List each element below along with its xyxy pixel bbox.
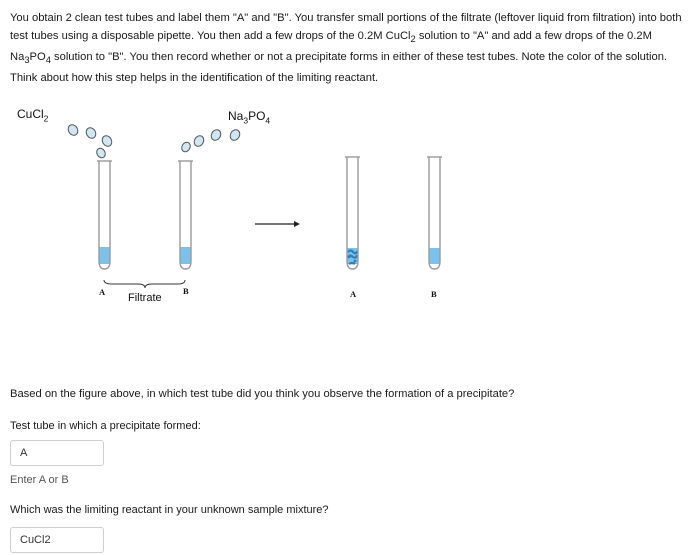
cucl2-label: CuCl$_2$ [17,107,49,124]
precipitate-tube-input[interactable]: A [10,440,104,466]
question-precipitate: Based on the figure above, in which test tube did you think you observe the formation of a precipitate? [10,388,515,400]
result-tube-a [345,157,360,269]
tube-b-label: B [183,286,189,296]
na3po4-drops-icon [180,128,242,153]
question-limiting-reactant: Which was the limiting reactant in your unknown sample mixture? [10,504,329,516]
precipitate-field-label: Test tube in which a precipitate formed: [10,420,201,432]
na3po4-label: $Na_3PO_4$ [228,109,271,126]
precipitate-input-hint: Enter A or B [10,474,69,486]
test-tube-a [97,161,112,269]
instructions-text [10,9,694,87]
limiting-reactant-input[interactable]: CuCl2 [10,527,104,553]
instructions-line-1: You obtain 2 clean test tubes and label them "A" and "B". You transfer small portions of the filtrate (leftover liquid from filtration) into both [10,12,682,24]
result-b-label: B [431,289,437,299]
test-tube-b [178,161,193,269]
filtrate-bracket [104,280,185,288]
instructions-line-2: test tubes using a disposable pipette. You then add a few drops of the 0.2M CuCl$_2$ solution to "A" and add a few drops of the 0.2M [10,30,652,45]
instructions-line-3: $Na_3PO_4$ solution to "B". You then record whether or not a precipitate forms in either of these test tubes. Note the color of the solution. [10,51,668,66]
instructions-line-4: Think about how this step helps in the identification of the limiting reactant. [10,72,379,85]
result-a-label: A [350,289,357,299]
experiment-figure [0,100,700,320]
reaction-arrow-icon [255,221,300,227]
result-tube-b [427,157,442,269]
filtrate-label: Filtrate [128,292,162,304]
cucl2-drops-icon [66,123,113,159]
tube-a-label: A [99,287,106,297]
